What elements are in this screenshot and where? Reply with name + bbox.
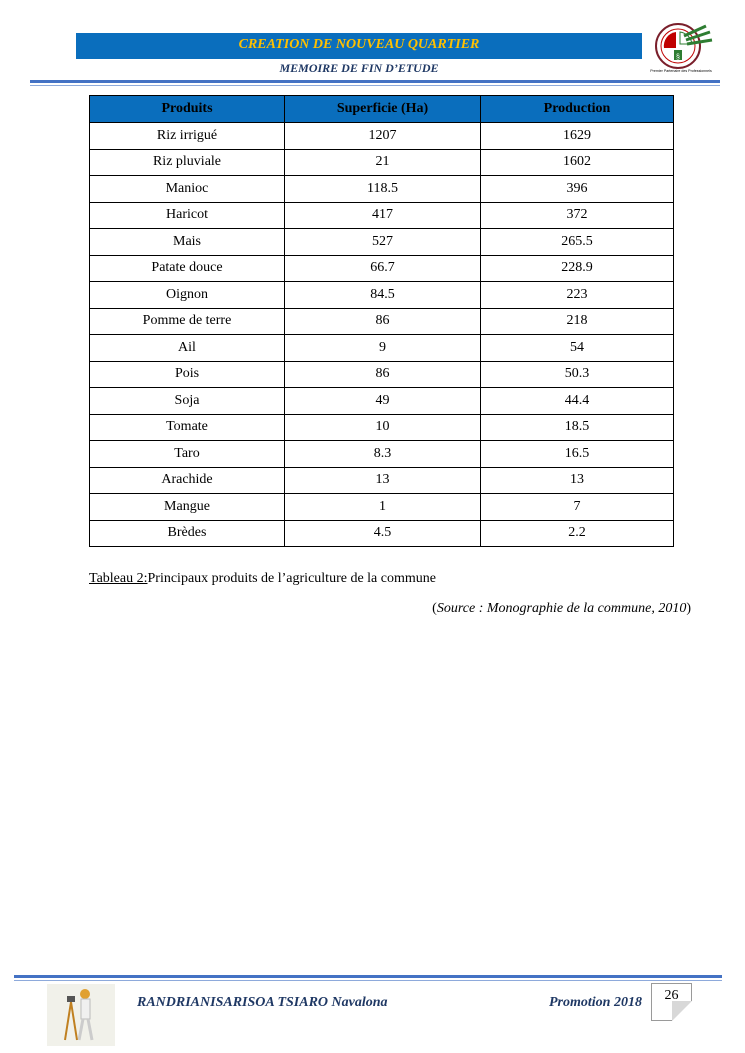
- area-cell: 1: [285, 494, 481, 521]
- area-cell: 8.3: [285, 441, 481, 468]
- product-cell: Arachide: [90, 467, 285, 494]
- production-cell: 1629: [481, 123, 674, 150]
- table-row: [90, 335, 674, 362]
- production-cell: 396: [481, 176, 674, 203]
- table-row: [90, 123, 674, 150]
- production-cell: 44.4: [481, 388, 674, 415]
- header-rule-thin: [30, 85, 720, 86]
- area-cell: 1207: [285, 123, 481, 150]
- production-cell: 218: [481, 308, 674, 335]
- svg-text:§: §: [676, 54, 680, 61]
- product-cell: Haricot: [90, 202, 285, 229]
- product-cell: Pois: [90, 361, 285, 388]
- product-cell: Brèdes: [90, 520, 285, 547]
- surveyor-illustration-icon: [47, 984, 115, 1046]
- header-rule: [30, 80, 720, 83]
- product-cell: Patate douce: [90, 255, 285, 282]
- table-row: [90, 176, 674, 203]
- page-number: [651, 983, 692, 1021]
- area-cell: 84.5: [285, 282, 481, 309]
- table-row: [90, 441, 674, 468]
- table-row: [90, 282, 674, 309]
- table-row: [90, 361, 674, 388]
- product-cell: Ail: [90, 335, 285, 362]
- production-cell: 265.5: [481, 229, 674, 256]
- production-cell: 372: [481, 202, 674, 229]
- caption-text: Principaux produits de l’agriculture de la commune: [147, 571, 436, 586]
- product-cell: Pomme de terre: [90, 308, 285, 335]
- caption-label: Tableau 2:: [89, 571, 148, 586]
- product-cell: Mangue: [90, 494, 285, 521]
- table-row: [90, 149, 674, 176]
- page-number-text: 26: [664, 988, 679, 1003]
- document-subtitle: MEMOIRE DE FIN D’ETUDE: [279, 61, 439, 75]
- table-row: [90, 467, 674, 494]
- table-row: [90, 494, 674, 521]
- table-caption: [89, 571, 436, 587]
- column-header: Superficie (Ha): [285, 96, 481, 123]
- area-cell: 49: [285, 388, 481, 415]
- column-header: Produits: [90, 96, 285, 123]
- table-row: [90, 255, 674, 282]
- production-cell: 1602: [481, 149, 674, 176]
- table-row: [90, 308, 674, 335]
- footer-rule-thin: [14, 980, 722, 981]
- source-paren-close: ): [686, 601, 691, 616]
- product-cell: Mais: [90, 229, 285, 256]
- table-source: [432, 601, 691, 617]
- production-cell: 7: [481, 494, 674, 521]
- document-title: CREATION DE NOUVEAU QUARTIER: [238, 37, 480, 52]
- production-cell: 18.5: [481, 414, 674, 441]
- product-cell: Tomate: [90, 414, 285, 441]
- table-row: [90, 414, 674, 441]
- table-row: [90, 388, 674, 415]
- area-cell: 9: [285, 335, 481, 362]
- product-cell: Riz irrigué: [90, 123, 285, 150]
- area-cell: 66.7: [285, 255, 481, 282]
- production-cell: 16.5: [481, 441, 674, 468]
- area-cell: 86: [285, 308, 481, 335]
- production-cell: 2.2: [481, 520, 674, 547]
- product-cell: Soja: [90, 388, 285, 415]
- agriculture-table: [89, 95, 674, 547]
- area-cell: 21: [285, 149, 481, 176]
- table-header-row: [90, 96, 674, 123]
- area-cell: 10: [285, 414, 481, 441]
- table-row: [90, 520, 674, 547]
- area-cell: 527: [285, 229, 481, 256]
- area-cell: 417: [285, 202, 481, 229]
- author-name: RANDRIANISARISOA TSIARO Navalona: [137, 995, 388, 1010]
- product-cell: Riz pluviale: [90, 149, 285, 176]
- area-cell: 4.5: [285, 520, 481, 547]
- production-cell: 13: [481, 467, 674, 494]
- table-row: [90, 229, 674, 256]
- footer-rule: [14, 975, 722, 978]
- area-cell: 86: [285, 361, 481, 388]
- area-cell: 13: [285, 467, 481, 494]
- page-fold-icon: [672, 1001, 692, 1021]
- area-cell: 118.5: [285, 176, 481, 203]
- product-cell: Manioc: [90, 176, 285, 203]
- source-paren-open: (: [432, 601, 437, 616]
- product-cell: Oignon: [90, 282, 285, 309]
- production-cell: 228.9: [481, 255, 674, 282]
- promotion-label: Promotion 2018: [549, 995, 642, 1010]
- production-cell: 50.3: [481, 361, 674, 388]
- production-cell: 54: [481, 335, 674, 362]
- logo-caption: Premier Partenaire des Professionnels: [650, 69, 712, 73]
- production-cell: 223: [481, 282, 674, 309]
- column-header: Production: [481, 96, 674, 123]
- source-text: Source : Monographie de la commune, 2010: [436, 601, 687, 616]
- product-cell: Taro: [90, 441, 285, 468]
- table-row: [90, 202, 674, 229]
